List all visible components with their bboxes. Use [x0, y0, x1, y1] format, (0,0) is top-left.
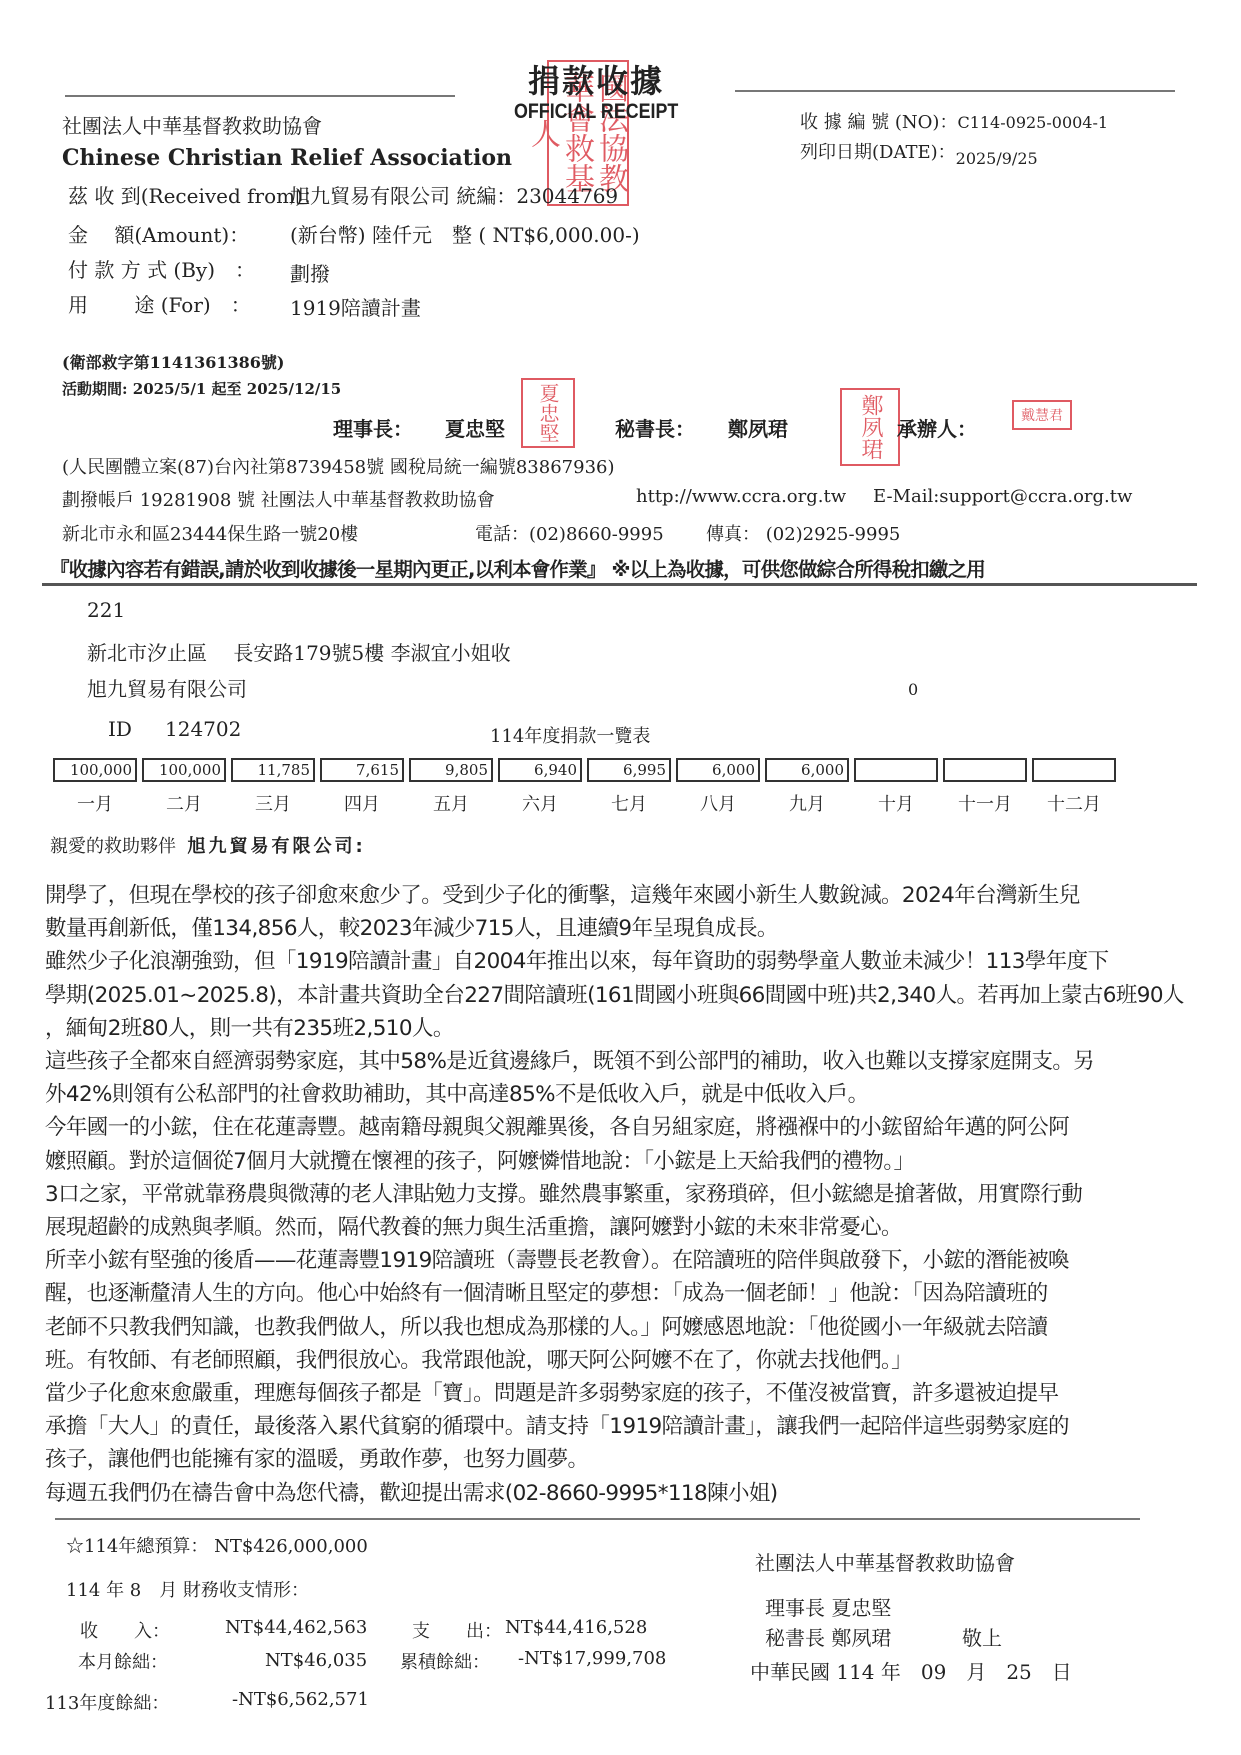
closing-org: 社團法人中華基督教救助協會: [755, 1551, 1015, 1575]
donation-cell: 100,000: [53, 758, 137, 782]
donation-cell: 100,000: [142, 758, 226, 782]
letter-line: 開學了，但現在學校的孩子卻愈來愈少了。受到少子化的衝擊，這幾年來國小新生人數銳減。2024年台灣新生兒: [45, 883, 1080, 908]
donation-cell: 6,940: [498, 758, 582, 782]
letter-line: 醒，也逐漸釐清人生的方向。他心中始終有一個清晰且堅定的夢想：「成為一個老師！」他說：「因為陪讀班的: [45, 1281, 1048, 1307]
chairman-name: 夏忠堅: [445, 417, 505, 441]
month-label: 十月: [878, 794, 914, 815]
donation-cell: [854, 758, 938, 782]
letter-line: 學期(2025.01~2025.8)，本計畫共資助全台227間陪讀班(161間國小班與66間國中班)共2,340人。若再加上蒙古6班90人: [45, 982, 1184, 1008]
donation-cell: [1032, 758, 1116, 782]
letter-line: ，緬甸2班80人，則一共有235班2,510人。: [45, 1015, 454, 1041]
received-from-value: 旭九貿易有限公司 統編：23044769: [290, 184, 619, 208]
receipt-title-en: OFFICIAL RECEIPT: [514, 100, 679, 123]
closing-date: 中華民國 114 年 09 月 25 日: [750, 1660, 1072, 1684]
activity-period: 活動期間: 2025/5/1 起至 2025/12/15: [62, 380, 342, 398]
receipt-number-value: C114-0925-0004-1: [957, 113, 1109, 132]
finance-period: 114 年 8 月 財務收支情形：: [66, 1580, 309, 1601]
letter-line: 這些孩子全都來自經濟弱勢家庭，其中58%是近貧邊緣戶，既領不到公部門的補助，收入也難以支撐家庭開支。另: [45, 1049, 1095, 1074]
org-name-zh: 社團法人中華基督教救助協會: [62, 114, 322, 138]
letter-line: 承擔「大人」的責任，最後落入累代貧窮的循環中。請支持「1919陪讀計畫」，讓我們一起陪伴這些弱勢家庭的: [45, 1414, 1069, 1440]
letter-line: 展現超齡的成熟與孝順。然而，隔代教養的無力與生活重擔，讓阿嬤對小鋐的未來非常憂心。: [45, 1215, 902, 1240]
month-balance-value: NT$46,035: [265, 1650, 368, 1671]
zero-marker: 0: [908, 680, 919, 699]
secretary-label: 秘書長：: [615, 417, 695, 441]
receipt-title: 捐款收據: [528, 62, 665, 100]
org-name-en: Chinese Christian Relief Association: [62, 145, 512, 171]
letter-line: 雖然少子化浪潮強勁，但「1919陪讀計畫」自2004年推出以來，每年資助的弱勢學童人數並未減少！113學年度下: [45, 949, 1109, 975]
month-label: 三月: [255, 794, 291, 815]
donation-cell: 6,000: [765, 758, 849, 782]
closing-chairman: 理事長 夏忠堅: [765, 1596, 892, 1620]
receipt-number: [800, 108, 1108, 134]
registration-info: (人民團體立案(87)台內社第8739458號 國稅局統一編號83867936): [62, 457, 615, 478]
letter-line: 外42%則領有公私部門的社會救助補助，其中高達85%不是低收入戶，就是中低收入戶。: [45, 1082, 869, 1108]
letter-line: 老師不只教我們知識，也教我們做人，所以我也想成為那樣的人。」阿嬤感恩地說：「他從國小一年級就去陪讀: [45, 1314, 1048, 1340]
permit-number: (衛部救字第1141361386號): [62, 353, 285, 372]
letter-line: 孩子，讓他們也能擁有家的溫暖，勇敢作夢，也努力圓夢。: [45, 1447, 589, 1473]
income-value: NT$44,462,563: [225, 1617, 368, 1638]
donation-table-title: 114年度捐款一覽表: [490, 726, 651, 747]
payment-method-value: 劃撥: [290, 262, 330, 286]
letter-line: 數量再創新低，僅134,856人，較2023年減少715人，且連續9年呈現負成長。: [45, 916, 778, 942]
correction-notice: 『收據內容若有錯誤,請於收到收據後一星期內更正,以利本會作業』 ※以上為收據，可供您做綜合所得稅扣繳之用: [50, 558, 985, 581]
postcode: 221: [87, 598, 126, 622]
letter-line: 嬤照顧。對於這個從7個月大就攬在懷裡的孩子，阿嬤憐惜地說：「小鋐是上天給我們的禮物。」: [45, 1148, 915, 1174]
chairman-seal: 夏忠堅: [521, 378, 575, 448]
secretary-seal: 鄭夙珺: [840, 388, 900, 466]
mailing-address: 新北市汐止區 長安路179號5樓 李淑宜小姐收: [87, 641, 511, 665]
month-label: 八月: [700, 794, 736, 815]
print-date-value: 2025/9/25: [955, 149, 1038, 168]
print-date: [800, 138, 1038, 168]
greeting-prefix: 親愛的救助夥伴: [50, 836, 176, 857]
donation-cell: [943, 758, 1027, 782]
cumulative-balance-label: 累積餘絀：: [400, 1652, 490, 1673]
prev-year-balance-value: -NT$6,562,571: [232, 1689, 369, 1710]
cumulative-balance-value: -NT$17,999,708: [518, 1648, 667, 1669]
postal-account: 劃撥帳戶 19281908 號 社團法人中華基督教救助協會: [62, 490, 495, 511]
month-label: 十一月: [958, 794, 1012, 815]
month-label: 六月: [522, 794, 558, 815]
greeting-name: 旭九貿易有限公司:: [187, 836, 366, 857]
donor-id: 124702: [165, 717, 242, 741]
greeting: [50, 832, 366, 858]
letter-line: 所幸小鋐有堅強的後盾——花蓮壽豐1919陪讀班（壽豐長老教會）。在陪讀班的陪伴與啟發下，小鋐的潛能被喚: [45, 1248, 1069, 1274]
income-label: 收 入：: [80, 1621, 170, 1642]
month-label: 四月: [344, 794, 380, 815]
org-fax: 傳真： (02)2925-9995: [706, 524, 901, 545]
website-link[interactable]: http://www.ccra.org.tw: [636, 486, 847, 507]
month-label: 七月: [611, 794, 647, 815]
handler-label: 承辦人：: [897, 417, 977, 441]
divider: [55, 1518, 1140, 1520]
month-label: 二月: [166, 794, 202, 815]
purpose-label: 用 途 (For) ：: [68, 293, 251, 317]
payment-method-label: 付 款 方 式 (By) ：: [68, 258, 256, 282]
letter-line: 每週五我們仍在禱告會中為您代禱，歡迎提出需求(02-8660-9995*118陳小姐): [45, 1480, 778, 1506]
divider: [42, 583, 1197, 586]
closing-regards: 敬上: [962, 1626, 1002, 1650]
month-label: 一月: [77, 794, 113, 815]
prev-year-balance-label: 113年度餘絀：: [45, 1693, 170, 1714]
letter-line: 當少子化愈來愈嚴重，理應每個孩子都是「寶」。問題是許多弱勢家庭的孩子，不僅沒被當寶，許多還被迫提早: [45, 1381, 1059, 1406]
purpose-value: 1919陪讀計畫: [290, 296, 421, 320]
letter-line: 班。有牧師、有老師照顧，我們很放心。我常跟他說，哪天阿公阿嬤不在了，你就去找他們。」: [45, 1347, 913, 1373]
org-phone: 電話：(02)8660-9995: [475, 524, 664, 545]
amount-label: 金 額(Amount)：: [68, 223, 250, 247]
print-date-label: 列印日期(DATE)：: [800, 142, 956, 163]
donation-cell: 6,000: [676, 758, 760, 782]
received-from-label: 茲 收 到(Received from)：: [68, 184, 323, 208]
expense-value: NT$44,416,528: [505, 1617, 648, 1638]
donation-cell: 6,995: [587, 758, 671, 782]
email-link[interactable]: E-Mail:support@ccra.org.tw: [873, 486, 1133, 507]
letter-line: 今年國一的小鋐，住在花蓮壽豐。越南籍母親與父親離異後，各自另組家庭，將襁褓中的小鋐留給年邁的阿公阿: [45, 1115, 1070, 1141]
donation-cell: 11,785: [231, 758, 315, 782]
total-budget: ☆114年總預算： NT$426,000,000: [66, 1536, 368, 1557]
id-label: ID: [108, 717, 132, 741]
month-label: 九月: [789, 794, 825, 815]
divider: [65, 95, 455, 97]
month-label: 五月: [433, 794, 469, 815]
donation-cell: 7,615: [320, 758, 404, 782]
receipt-number-label: 收 據 編 號 (NO)：: [800, 112, 958, 133]
chairman-label: 理事長：: [333, 417, 413, 441]
month-balance-label: 本月餘絀：: [78, 1652, 168, 1673]
secretary-name: 鄭夙珺: [728, 417, 788, 441]
association-seal: 國法協教華會救基人: [547, 60, 629, 206]
month-label: 十二月: [1047, 794, 1101, 815]
amount-value: (新台幣) 陸仟元 整 ( NT$6,000.00-): [290, 223, 640, 247]
donation-cell: 9,805: [409, 758, 493, 782]
divider: [735, 90, 1175, 92]
handler-seal: 戴慧君: [1012, 400, 1072, 430]
org-address: 新北市永和區23444保生路一號20樓: [62, 524, 359, 545]
mailing-company: 旭九貿易有限公司: [87, 677, 247, 701]
expense-label: 支 出：: [412, 1621, 502, 1642]
letter-line: 3口之家，平常就靠務農與微薄的老人津貼勉力支撐。雖然農事繁重，家務瑣碎，但小鋐總是搶著做，用實際行動: [45, 1181, 1083, 1207]
closing-secretary: 秘書長 鄭夙珺: [765, 1626, 892, 1650]
